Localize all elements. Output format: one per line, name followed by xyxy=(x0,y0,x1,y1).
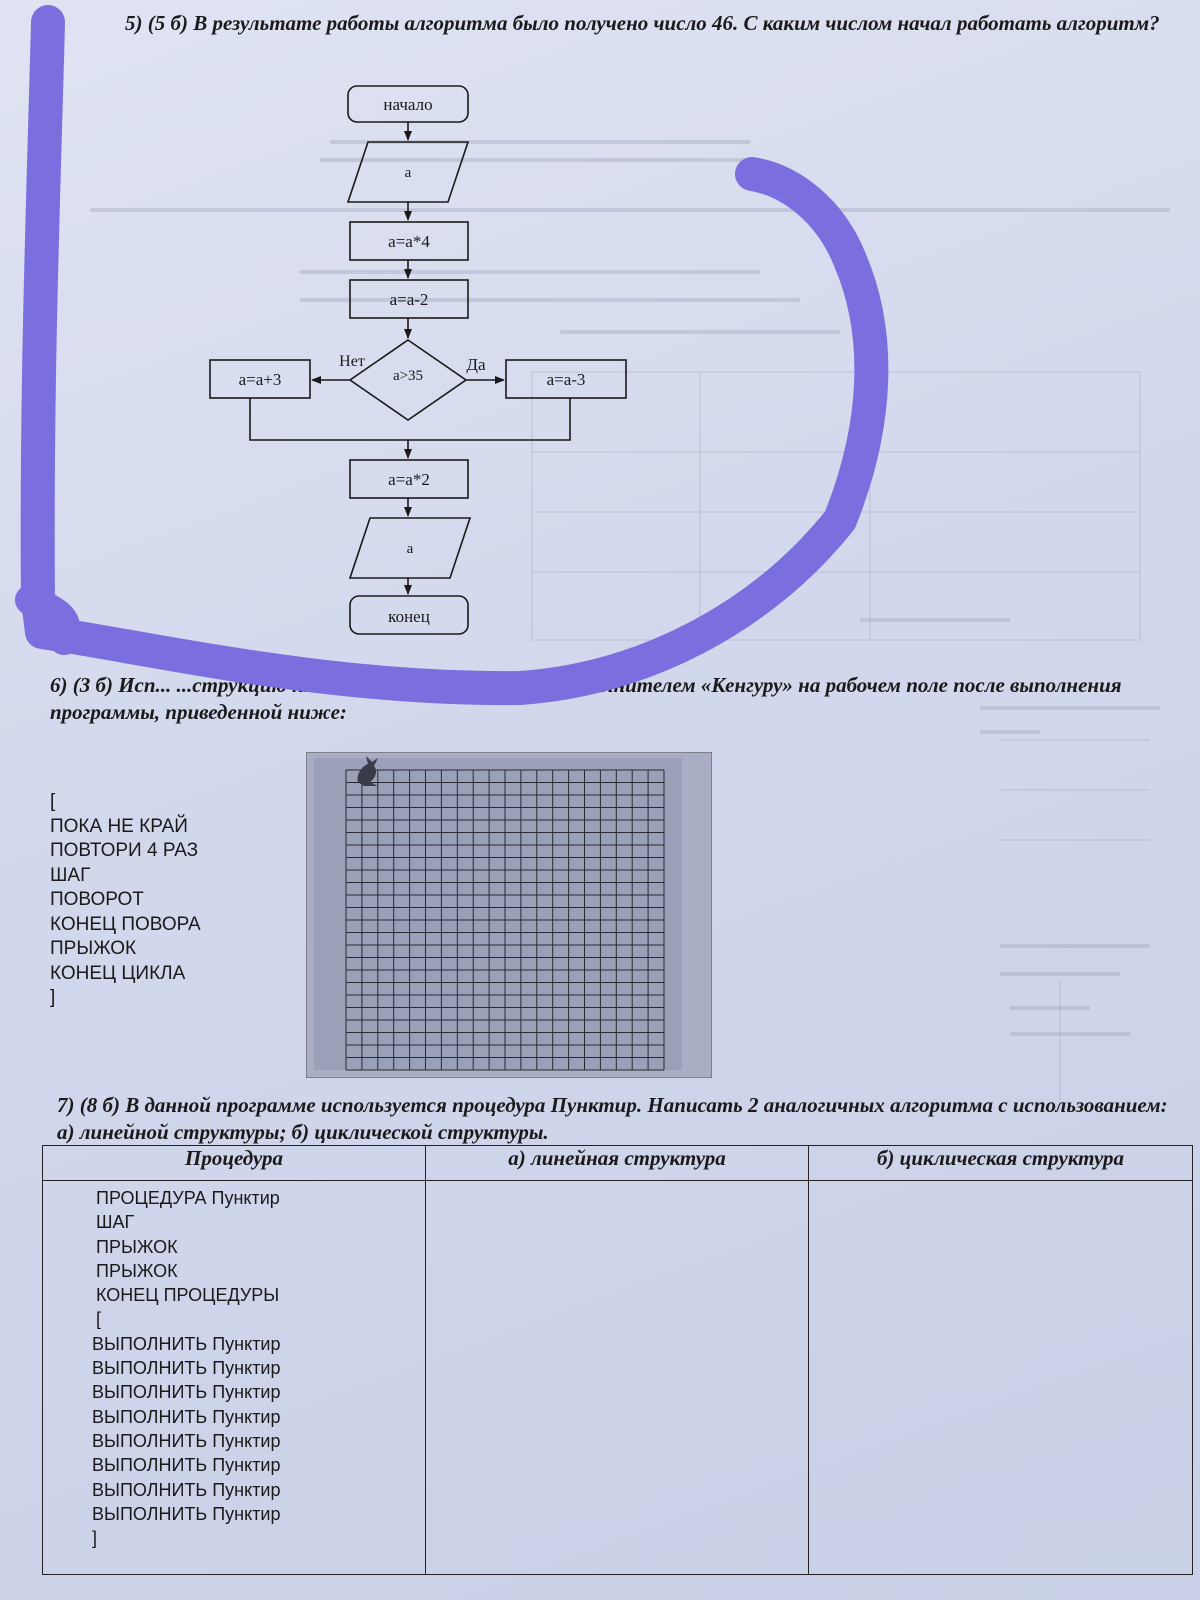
yes-label: Да xyxy=(466,355,486,374)
cyclic-answer-cell[interactable] xyxy=(809,1181,1193,1575)
program-line: КОНЕЦ ЦИКЛА xyxy=(50,962,186,984)
main-line: ВЫПОЛНИТЬ Пунктир xyxy=(92,1455,281,1476)
program-line: КОНЕЦ ПОВОРА xyxy=(50,913,201,935)
main-line: ВЫПОЛНИТЬ Пунктир xyxy=(92,1333,281,1354)
program-line: [ xyxy=(50,791,56,812)
main-line: ВЫПОЛНИТЬ Пунктир xyxy=(92,1503,281,1524)
program-line: ПОКА НЕ КРАЙ xyxy=(50,815,188,837)
procedure-line: КОНЕЦ ПРОЦЕДУРЫ xyxy=(96,1285,280,1306)
step2-label: a=a-2 xyxy=(389,290,429,309)
question-6-title: 6) (3 б) Исп... ...струкцию к... ...оторый будет пройден исполнителем «Кенгуру» на рабочем поле после выполнения программы, приведенной ниже: xyxy=(50,673,1122,724)
flowchart xyxy=(0,0,1200,660)
output-label: a xyxy=(406,541,414,557)
program-line: ШАГ xyxy=(50,864,91,886)
step3-label: a=a*2 xyxy=(388,470,430,489)
linear-answer-cell[interactable] xyxy=(426,1181,809,1575)
procedure-line: ПРОЦЕДУРА Пунктир xyxy=(96,1188,280,1208)
end-label: конец xyxy=(388,607,430,626)
procedure-line: ШАГ xyxy=(96,1212,135,1233)
main-line: ВЫПОЛНИТЬ Пунктир xyxy=(92,1406,281,1427)
procedure-line: ПРЫЖОК xyxy=(96,1236,178,1257)
main-line: ВЫПОЛНИТЬ Пунктир xyxy=(92,1479,281,1500)
program-line: ПОВОРОТ xyxy=(50,889,144,910)
question-7-title: 7) (8 б) В данной программе используется процедура Пунктир. Написать 2 аналогичных алгоритма с использованием: а) линейной структуры; б) циклической структуры. xyxy=(57,1093,1168,1144)
condition-label: a>35 xyxy=(392,368,424,384)
header-linear: а) линейная структура xyxy=(426,1146,809,1181)
main-line: ВЫПОЛНИТЬ Пунктир xyxy=(92,1382,281,1403)
main-line: [ xyxy=(96,1309,102,1330)
procedure-line: ПРЫЖОК xyxy=(96,1260,178,1281)
header-cyclic: б) циклическая структура xyxy=(809,1146,1193,1181)
program-line: ] xyxy=(50,987,56,1008)
step1-label: a=a*4 xyxy=(388,232,430,251)
program-line: ПОВТОРИ 4 РАЗ xyxy=(50,840,199,861)
main-line: ВЫПОЛНИТЬ Пунктир xyxy=(92,1358,281,1379)
no-label: Нет xyxy=(339,353,365,370)
question-5-title: 5) (5 б) В результате работы алгоритма было получено число 46. С каким числом начал работать алгоритм? xyxy=(125,11,1160,35)
start-label: начало xyxy=(383,95,433,114)
header-procedure: Процедура xyxy=(43,1146,426,1181)
main-line: ВЫПОЛНИТЬ Пунктир xyxy=(92,1430,281,1451)
kangaroo-field xyxy=(306,752,712,1078)
no-branch-label: a=a+3 xyxy=(238,370,282,389)
procedure-cell xyxy=(43,1181,426,1575)
main-line: ] xyxy=(92,1528,98,1549)
kangaroo-program xyxy=(50,790,201,1011)
program-line: ПРЫЖОК xyxy=(50,938,137,959)
yes-branch-label: a=a-3 xyxy=(546,370,586,389)
answer-table xyxy=(42,1145,1193,1575)
input-label: a xyxy=(404,165,412,181)
